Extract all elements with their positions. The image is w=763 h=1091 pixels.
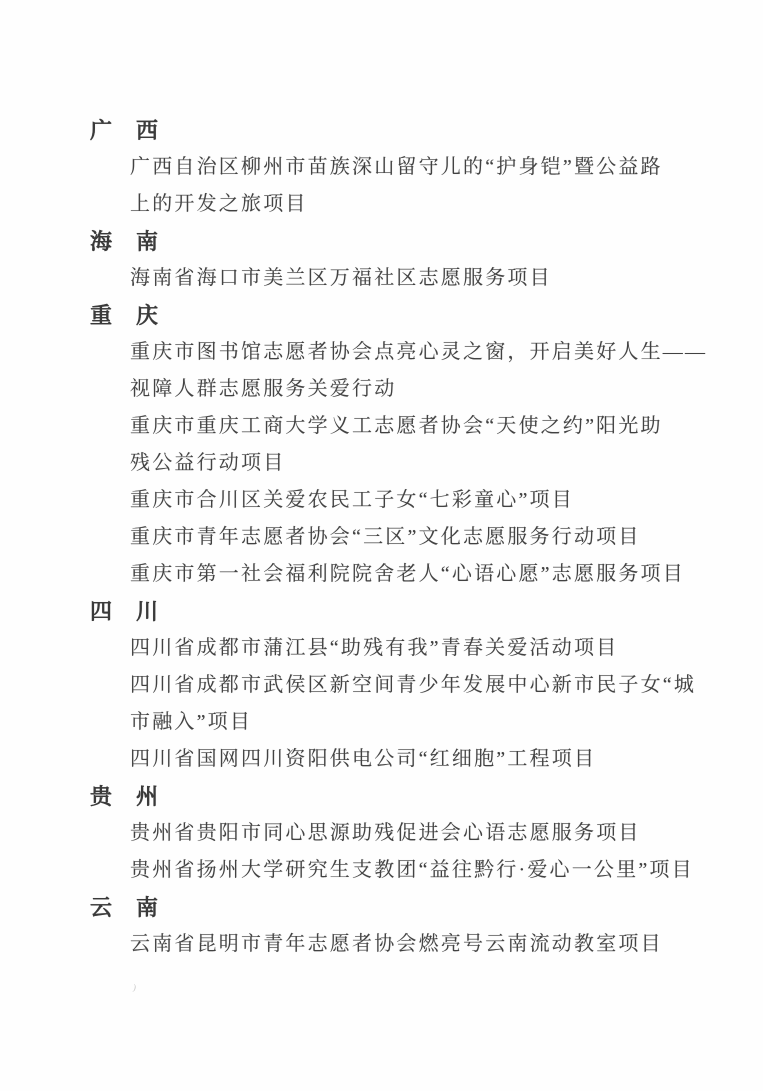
project-line: 视障人群志愿服务关爱行动 xyxy=(130,378,397,400)
province-heading: 云 南 xyxy=(90,895,160,920)
province-heading: 海 南 xyxy=(90,229,160,254)
province-heading: 四 川 xyxy=(90,599,160,624)
project-line: 残公益行动项目 xyxy=(130,452,286,474)
province-heading: 重 庆 xyxy=(90,303,160,328)
project-line: 四川省成都市武侯区新空间青少年发展中心新市民子女“城 xyxy=(130,674,697,696)
project-line: 重庆市青年志愿者协会“三区”文化志愿服务行动项目 xyxy=(130,526,641,548)
project-line: 四川省成都市蒲江县“助残有我”青春关爱活动项目 xyxy=(130,637,619,659)
project-line: 重庆市图书馆志愿者协会点亮心灵之窗，开启美好人生—— xyxy=(130,341,708,363)
scan-artifact: ) xyxy=(132,982,138,993)
document-content xyxy=(90,112,708,963)
project-line: 市融入”项目 xyxy=(130,711,253,733)
project-line: 云南省昆明市青年志愿者协会燃亮号云南流动教室项目 xyxy=(130,933,663,955)
province-heading: 贵 州 xyxy=(90,784,160,809)
project-line: 四川省国网四川资阳供电公司“红细胞”工程项目 xyxy=(130,748,597,770)
project-line: 贵州省扬州大学研究生支教团“益往黔行·爱心一公里”项目 xyxy=(130,859,694,881)
province-heading: 广 西 xyxy=(90,118,160,143)
project-line: 广西自治区柳州市苗族深山留守儿的“护身铠”暨公益路 xyxy=(130,156,663,178)
project-line: 贵州省贵阳市同心思源助残促进会心语志愿服务项目 xyxy=(130,822,641,844)
project-line: 重庆市重庆工商大学义工志愿者协会“天使之约”阳光助 xyxy=(130,415,663,437)
project-line: 重庆市第一社会福利院院舍老人“心语心愿”志愿服务项目 xyxy=(130,563,685,585)
project-line: 上的开发之旅项目 xyxy=(130,193,308,215)
project-line: 海南省海口市美兰区万福社区志愿服务项目 xyxy=(130,267,552,289)
project-line: 重庆市合川区关爱农民工子女“七彩童心”项目 xyxy=(130,489,574,511)
